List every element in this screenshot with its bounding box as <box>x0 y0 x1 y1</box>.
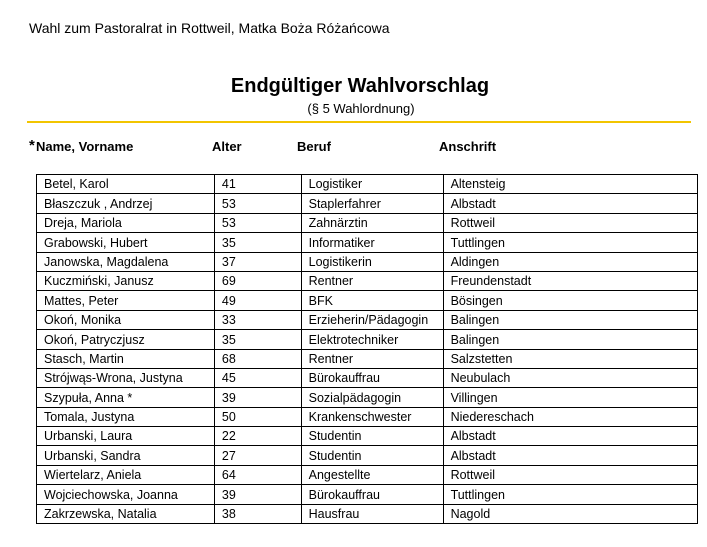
column-header-address: Anschrift <box>439 139 497 154</box>
table-row <box>37 388 698 407</box>
candidate-address: Balingen <box>443 330 697 349</box>
candidate-name: Betel, Karol <box>37 175 215 194</box>
candidate-age: 33 <box>214 310 301 329</box>
candidate-table <box>36 174 698 524</box>
table-row <box>37 465 698 484</box>
column-header-job: Beruf <box>297 139 331 154</box>
candidate-address: Tuttlingen <box>443 485 697 504</box>
candidate-age: 39 <box>214 388 301 407</box>
table-row <box>37 446 698 465</box>
candidate-age: 39 <box>214 485 301 504</box>
candidate-age: 53 <box>214 213 301 232</box>
candidate-address: Bösingen <box>443 291 697 310</box>
candidate-address: Aldingen <box>443 252 697 271</box>
candidate-age: 69 <box>214 271 301 290</box>
candidate-job: Krankenschwester <box>301 407 443 426</box>
candidate-age: 37 <box>214 252 301 271</box>
candidate-job: Rentner <box>301 349 443 368</box>
candidate-job: Logistikerin <box>301 252 443 271</box>
candidate-job: Informatiker <box>301 233 443 252</box>
candidate-name: Stasch, Martin <box>37 349 215 368</box>
candidate-name: Urbanski, Laura <box>37 427 215 446</box>
table-row <box>37 310 698 329</box>
candidate-address: Freundenstadt <box>443 271 697 290</box>
table-row <box>37 271 698 290</box>
table-row <box>37 349 698 368</box>
candidate-age: 68 <box>214 349 301 368</box>
candidate-age: 35 <box>214 233 301 252</box>
candidate-name: Mattes, Peter <box>37 291 215 310</box>
column-header-age: Alter <box>212 139 242 154</box>
candidate-age: 49 <box>214 291 301 310</box>
candidate-address: Niedereschach <box>443 407 697 426</box>
candidate-job: Studentin <box>301 427 443 446</box>
candidate-name: Janowska, Magdalena <box>37 252 215 271</box>
candidate-name: Zakrzewska, Natalia <box>37 504 215 523</box>
column-header-name: Name, Vorname <box>36 139 134 154</box>
candidate-name: Urbanski, Sandra <box>37 446 215 465</box>
candidate-address: Altensteig <box>443 175 697 194</box>
candidate-address: Salzstetten <box>443 349 697 368</box>
candidate-job: Sozialpädagogin <box>301 388 443 407</box>
yellow-divider <box>27 121 691 123</box>
candidate-name: Tomala, Justyna <box>37 407 215 426</box>
candidate-age: 38 <box>214 504 301 523</box>
candidate-age: 35 <box>214 330 301 349</box>
candidate-address: Neubulach <box>443 368 697 387</box>
candidate-address: Rottweil <box>443 213 697 232</box>
table-row <box>37 504 698 523</box>
candidate-address: Nagold <box>443 504 697 523</box>
candidate-name: Wojciechowska, Joanna <box>37 485 215 504</box>
table-row <box>37 407 698 426</box>
candidate-address: Albstadt <box>443 427 697 446</box>
candidate-name: Strójwąs-Wrona, Justyna <box>37 368 215 387</box>
document-subtitle: (§ 5 Wahlordnung) <box>307 101 415 116</box>
candidate-name: Wiertelarz, Aniela <box>37 465 215 484</box>
table-row <box>37 427 698 446</box>
candidate-age: 41 <box>214 175 301 194</box>
candidate-age: 53 <box>214 194 301 213</box>
candidate-age: 45 <box>214 368 301 387</box>
candidate-job: Logistiker <box>301 175 443 194</box>
candidate-job: Zahnärztin <box>301 213 443 232</box>
candidate-name: Błaszczuk , Andrzej <box>37 194 215 213</box>
candidate-job: Bürokauffrau <box>301 368 443 387</box>
candidate-name: Szypuła, Anna * <box>37 388 215 407</box>
table-row <box>37 252 698 271</box>
candidate-job: Studentin <box>301 446 443 465</box>
candidate-name: Okoń, Monika <box>37 310 215 329</box>
document-title: Endgültiger Wahlvorschlag <box>230 75 490 97</box>
table-row <box>37 175 698 194</box>
table-row <box>37 194 698 213</box>
candidate-job: Angestellte <box>301 465 443 484</box>
candidate-name: Kuczmiński, Janusz <box>37 271 215 290</box>
candidate-age: 64 <box>214 465 301 484</box>
candidate-address: Rottweil <box>443 465 697 484</box>
candidate-job: BFK <box>301 291 443 310</box>
candidate-address: Villingen <box>443 388 697 407</box>
table-row <box>37 368 698 387</box>
candidate-name: Dreja, Mariola <box>37 213 215 232</box>
table-row <box>37 485 698 504</box>
candidate-address: Albstadt <box>443 446 697 465</box>
candidate-job: Rentner <box>301 271 443 290</box>
candidate-age: 22 <box>214 427 301 446</box>
candidate-age: 50 <box>214 407 301 426</box>
candidate-table-body <box>37 175 698 524</box>
candidate-name: Okoń, Patryczjusz <box>37 330 215 349</box>
candidate-address: Albstadt <box>443 194 697 213</box>
candidate-job: Bürokauffrau <box>301 485 443 504</box>
asterisk-marker: * <box>29 137 35 154</box>
candidate-address: Balingen <box>443 310 697 329</box>
candidate-job: Staplerfahrer <box>301 194 443 213</box>
organization-line: Wahl zum Pastoralrat in Rottweil, Matka Boża Różańcowa <box>29 20 390 36</box>
candidate-job: Hausfrau <box>301 504 443 523</box>
table-row <box>37 330 698 349</box>
candidate-age: 27 <box>214 446 301 465</box>
table-row <box>37 213 698 232</box>
column-header-row <box>0 139 707 157</box>
candidate-job: Elektrotechniker <box>301 330 443 349</box>
table-row <box>37 233 698 252</box>
candidate-name: Grabowski, Hubert <box>37 233 215 252</box>
candidate-address: Tuttlingen <box>443 233 697 252</box>
candidate-job: Erzieherin/Pädagogin <box>301 310 443 329</box>
table-row <box>37 291 698 310</box>
